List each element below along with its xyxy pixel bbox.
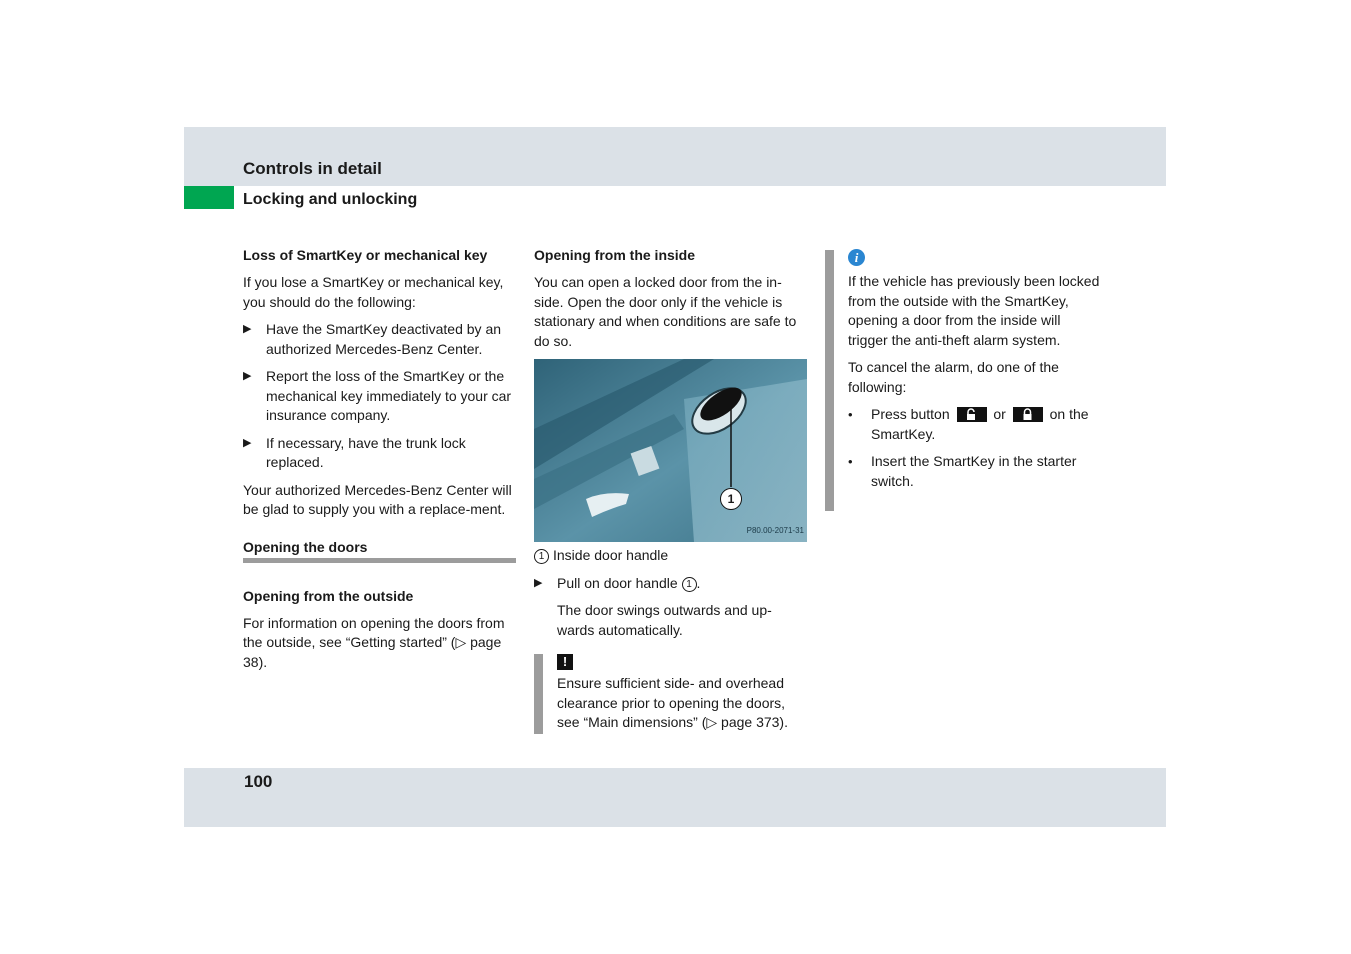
inside-heading: Opening from the inside (534, 247, 696, 263)
warning-bar (534, 654, 543, 734)
door-interior-illustration (534, 359, 807, 542)
warning-icon: ! (557, 654, 573, 670)
cancel-options-list (848, 405, 1103, 491)
column-left (243, 246, 516, 680)
loss-heading: Loss of SmartKey or mechanical key (243, 247, 488, 263)
list-item (243, 367, 516, 426)
insert-text: Insert the SmartKey in the starter switch. (871, 453, 1077, 489)
unlock-key-icon (957, 407, 987, 422)
step-text: If necessary, have the trunk lock replaced. (266, 434, 466, 470)
arrow-bullet-icon: ▶ (243, 436, 252, 449)
cancel-intro: To cancel the alarm, do one of the following: (848, 359, 1059, 395)
loss-steps-list (243, 320, 516, 473)
inside-text: You can open a locked door from the in-side. Open the door only if the vehicle is stationary and when conditions are safe to do so. (534, 274, 797, 349)
loss-outro: Your authorized Mercedes-Benz Center will be glad to supply you with a replace-ment. (243, 481, 512, 517)
result-text: The door swings outwards and up-wards automatically. (557, 602, 772, 638)
arrow-bullet-icon: ▶ (243, 323, 252, 335)
warning-text: Ensure sufficient side- and overhead clearance prior to opening the doors, see “Main dimensions” (▷ page 373). (557, 675, 788, 730)
press-or: or (993, 406, 1006, 422)
list-item (534, 574, 807, 594)
dot-bullet-icon: • (848, 407, 853, 422)
callout-marker: 1 (720, 488, 742, 510)
warning-box (534, 652, 807, 733)
callout-number-icon: 1 (682, 577, 697, 592)
press-suffix: on the SmartKey. (871, 406, 1089, 442)
step-text: Have the SmartKey deactivated by an authorized Mercedes-Benz Center. (266, 321, 502, 357)
section-title: Controls in detail (243, 159, 382, 178)
caption-text: Inside door handle (553, 547, 669, 563)
info-text: If the vehicle has previously been locked from the outside with the SmartKey, opening a door from the inside will trigger the anti-theft alarm system. (848, 273, 1100, 348)
loss-intro: If you lose a SmartKey or mechanical key, you should do the following: (243, 274, 504, 310)
step-text: Report the loss of the SmartKey or the mechanical key immediately to your car insurance company. (266, 368, 512, 423)
lock-key-icon (1013, 407, 1043, 422)
callout-number-icon: 1 (534, 549, 549, 564)
step-prefix: Pull on door handle (557, 574, 678, 591)
opening-doors-heading-block (243, 538, 516, 563)
outside-text: For information on opening the doors from the outside, see “Getting started” (▷ page 38). (243, 614, 505, 670)
step-suffix: . (696, 574, 701, 591)
footer-band (184, 768, 1166, 827)
list-item (848, 405, 1103, 444)
column-middle (534, 246, 807, 733)
press-prefix: Press button (871, 406, 950, 422)
subsection-title: Locking and unlocking (243, 191, 418, 208)
list-item (243, 434, 516, 473)
column-right (848, 248, 1103, 499)
door-handle-figure (534, 359, 807, 542)
section-tab-marker (184, 186, 234, 209)
page-number: 100 (244, 772, 273, 791)
dot-bullet-icon: • (848, 454, 853, 469)
arrow-bullet-icon: ▶ (534, 576, 543, 589)
figure-code: P80.00-2071-31 (746, 525, 804, 535)
outside-heading: Opening from the outside (243, 587, 414, 604)
list-item (848, 452, 1103, 491)
figure-caption (534, 546, 807, 566)
arrow-bullet-icon: ▶ (243, 370, 252, 382)
info-icon: i (848, 249, 865, 266)
opening-doors-heading: Opening the doors (243, 538, 368, 555)
list-item (243, 320, 516, 359)
info-bar (825, 250, 834, 511)
inside-steps-list (534, 574, 807, 594)
